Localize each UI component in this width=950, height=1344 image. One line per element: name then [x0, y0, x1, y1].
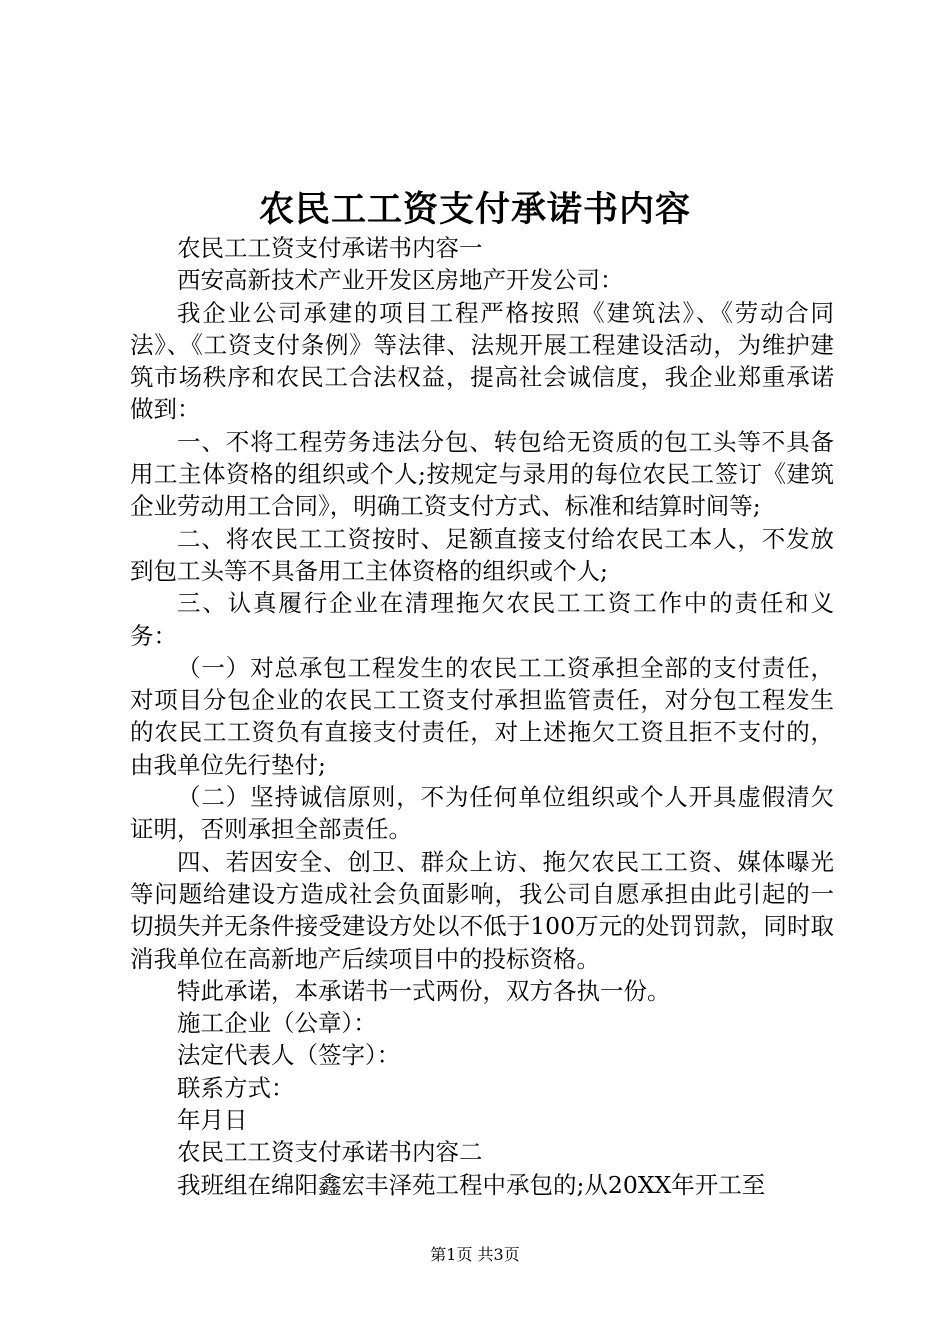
clause-one: 一、不将工程劳务违法分包、转包给无资质的包工头等不具备用工主体资格的组织或个人;按规定与录用的每位农民工签订《建筑企业劳动用工合同》，明确工资支付方式、标准和结算时间等;	[130, 427, 834, 521]
signature-date: 年月日	[177, 1106, 248, 1135]
page-footer: 第1页 共3页	[430, 1245, 520, 1264]
signature-company-seal: 施工企业（公章）：	[177, 1009, 377, 1038]
section-heading-two: 农民工工资支付承诺书内容二	[177, 1138, 483, 1167]
intro-paragraph: 我企业公司承建的项目工程严格按照《建筑法》、《劳动合同法》、《工资支付条例》等法律、法规开展工程建设活动，为维护建筑市场秩序和农民工合法权益，提高社会诚信度，我企业郑重承诺做到：	[130, 298, 834, 424]
clause-four: 四、若因安全、创卫、群众上访、拖欠农民工工资、媒体曝光等问题给建设方造成社会负面影响，我公司自愿承担由此引起的一切损失并无条件接受建设方处以不低于100万元的处罚罚款，同时取消我单位在高新地产后续项目中的投标资格。	[130, 847, 834, 973]
clause-two: 二、将农民工工资按时、足额直接支付给农民工本人，不发放到包工头等不具备用工主体资格的组织或个人;	[130, 524, 834, 585]
section-heading-one: 农民工工资支付承诺书内容一	[177, 234, 483, 262]
document-body	[130, 232, 834, 1201]
clause-three-sub-one: （一）对总承包工程发生的农民工工资承担全部的支付责任，对项目分包企业的农民工工资支付承担监管责任，对分包工程发生的农民工工资负有直接支付责任，对上述拖欠工资且拒不支付的，由我单位先行垫付;	[130, 653, 834, 779]
clause-three: 三、认真履行企业在清理拖欠农民工工资工作中的责任和义务：	[130, 589, 834, 650]
signature-legal-rep: 法定代表人（签字）：	[177, 1041, 401, 1070]
signature-contact: 联系方式：	[177, 1073, 295, 1102]
document-title: 农民工工资支付承诺书内容	[258, 189, 691, 230]
section-two-paragraph: 我班组在绵阳鑫宏丰泽苑工程中承包的;从20XX年开工至	[177, 1170, 766, 1199]
clause-three-sub-two: （二）坚持诚信原则，不为任何单位组织或个人开具虚假清欠证明，否则承担全部责任。	[130, 783, 834, 844]
addressee: 西安高新技术产业开发区房地产开发公司：	[177, 266, 624, 295]
closing-statement: 特此承诺，本承诺书一式两份，双方各执一份。	[177, 976, 671, 1005]
